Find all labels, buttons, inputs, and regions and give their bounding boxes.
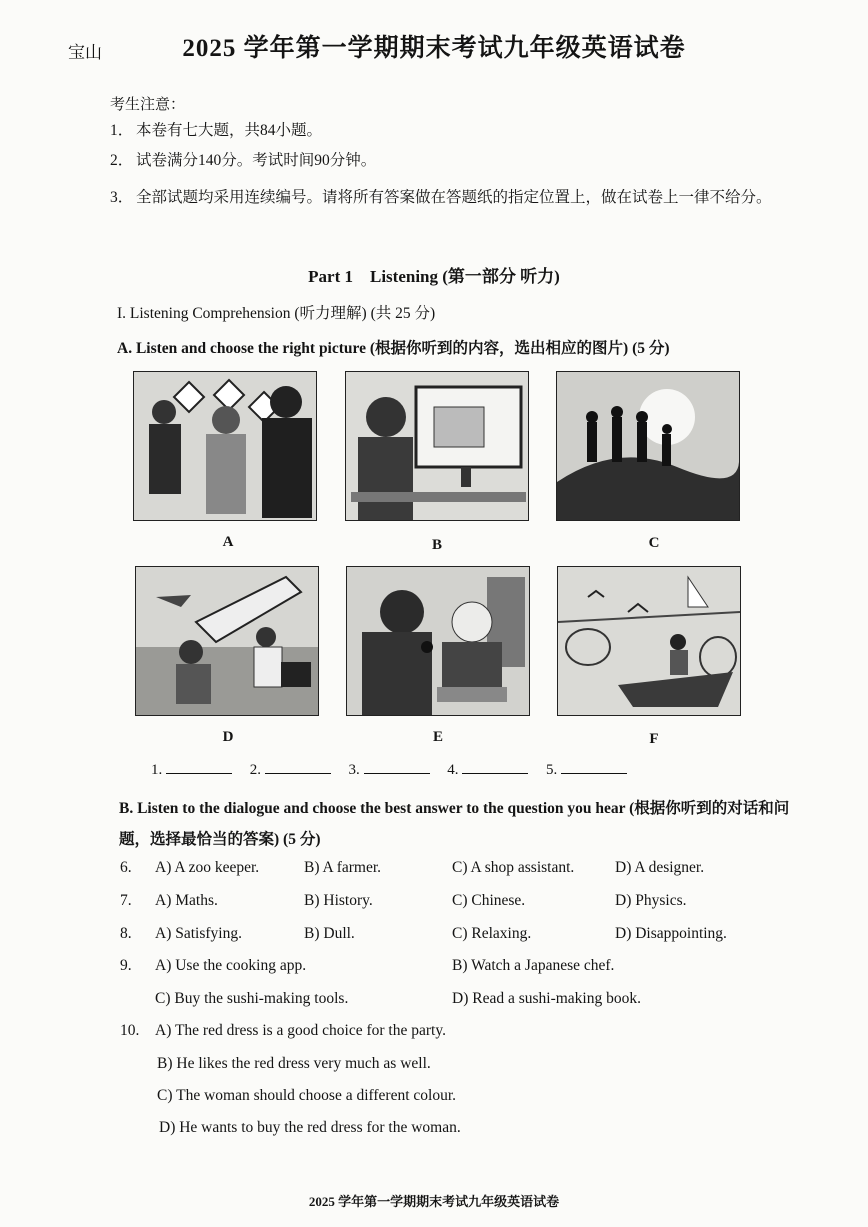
picture-f: [557, 566, 741, 716]
blank-number: 5.: [546, 762, 558, 778]
picture-b: [345, 371, 529, 521]
option-c: C) Buy the sushi-making tools.: [155, 990, 349, 1007]
option-b: B) History.: [304, 892, 373, 909]
option-a: A) Use the cooking app.: [155, 957, 307, 974]
option-b: B) Watch a Japanese chef.: [452, 957, 615, 974]
option-d: D) Read a sushi-making book.: [452, 990, 641, 1007]
option-d: D) Physics.: [615, 892, 687, 909]
picture-label: D: [222, 729, 234, 745]
page-footer: 2025 学年第一学期期末考试九年级英语试卷: [308, 1194, 560, 1209]
exam-title: 2025 学年第一学期期末考试九年级英语试卷: [182, 35, 686, 62]
option-d: D) Disappointing.: [615, 925, 727, 942]
notice-number: 3．: [110, 189, 134, 206]
notice-item: [110, 121, 790, 141]
option-c: C) Relaxing.: [452, 925, 532, 942]
question-number: 6.: [120, 859, 132, 876]
notice-heading: 考生注意：: [110, 97, 186, 113]
region-label: 宝山: [68, 43, 102, 62]
notice-item: [110, 183, 790, 235]
part-heading: Part 1 Listening (第一部分 听力): [308, 267, 560, 286]
interview-illustration-icon: [347, 567, 529, 715]
rocket-lab-illustration-icon: [136, 567, 318, 715]
blank-item: [546, 759, 627, 779]
picture-d: [135, 566, 319, 716]
option-a: A) The red dress is a good choice for the party.: [155, 1022, 446, 1039]
answer-blank[interactable]: [561, 759, 627, 774]
question-number: 10.: [120, 1022, 140, 1039]
option-c: C) Chinese.: [452, 892, 526, 909]
picture-label: A: [222, 534, 234, 550]
option-d: D) He wants to buy the red dress for the woman.: [159, 1119, 461, 1136]
blank-item: [250, 759, 331, 779]
question-number: 9.: [120, 957, 132, 974]
answer-blanks: [151, 759, 641, 779]
answer-blank[interactable]: [265, 759, 331, 774]
option-b: B) He likes the red dress very much as well.: [157, 1055, 431, 1072]
blank-number: 1.: [151, 762, 163, 778]
picture-a: [133, 371, 317, 521]
picture-label: F: [649, 731, 659, 747]
picture-label: E: [432, 729, 443, 745]
notice-text: 试卷满分140分。考试时间90分钟。: [136, 152, 377, 169]
section-a-instruction: A. Listen and choose the right picture (根据你听到的内容，选出相应的图片) (5 分): [117, 340, 670, 357]
notice-item: [110, 151, 790, 171]
picture-c: [556, 371, 740, 521]
option-c: C) A shop assistant.: [452, 859, 575, 876]
police-arrest-illustration-icon: [134, 372, 316, 520]
answer-blank[interactable]: [462, 759, 528, 774]
question-number: 8.: [120, 925, 132, 942]
notice-text: 全部试题均采用连续编号。请将所有答案做在答题纸的指定位置上，做在试卷上一律不给分。: [136, 189, 772, 206]
option-a: A) Maths.: [155, 892, 218, 909]
section-b-instruction: B. Listen to the dialogue and choose the best answer to the question you hear (根据你听到的对话和问题，选择最恰当的答案) (5 分): [119, 800, 790, 848]
answer-blank[interactable]: [166, 759, 232, 774]
blank-number: 3.: [348, 762, 360, 778]
blank-item: [349, 759, 430, 779]
blank-number: 2.: [249, 762, 261, 778]
answer-blank[interactable]: [364, 759, 430, 774]
picture-label: B: [431, 537, 442, 553]
option-a: A) Satisfying.: [155, 925, 242, 942]
option-c: C) The woman should choose a different colour.: [157, 1087, 457, 1104]
picture-e: [346, 566, 530, 716]
option-d: D) A designer.: [615, 859, 705, 876]
option-b: B) Dull.: [304, 925, 355, 942]
section-heading: I. Listening Comprehension (听力理解) (共 25 分): [117, 305, 436, 322]
notice-number: 1．: [110, 122, 134, 139]
option-a: A) A zoo keeper.: [155, 859, 260, 876]
notice-number: 2．: [110, 152, 134, 169]
notice-text: 本卷有七大题，共84小题。: [136, 122, 323, 139]
blank-item: [151, 759, 232, 779]
picture-label: C: [648, 535, 660, 551]
fishing-boat-illustration-icon: [558, 567, 740, 715]
architect-computer-illustration-icon: [346, 372, 528, 520]
hikers-sunset-illustration-icon: [557, 372, 739, 520]
blank-number: 4.: [447, 762, 459, 778]
question-number: 7.: [120, 892, 132, 909]
blank-item: [447, 759, 528, 779]
option-b: B) A farmer.: [304, 859, 382, 876]
